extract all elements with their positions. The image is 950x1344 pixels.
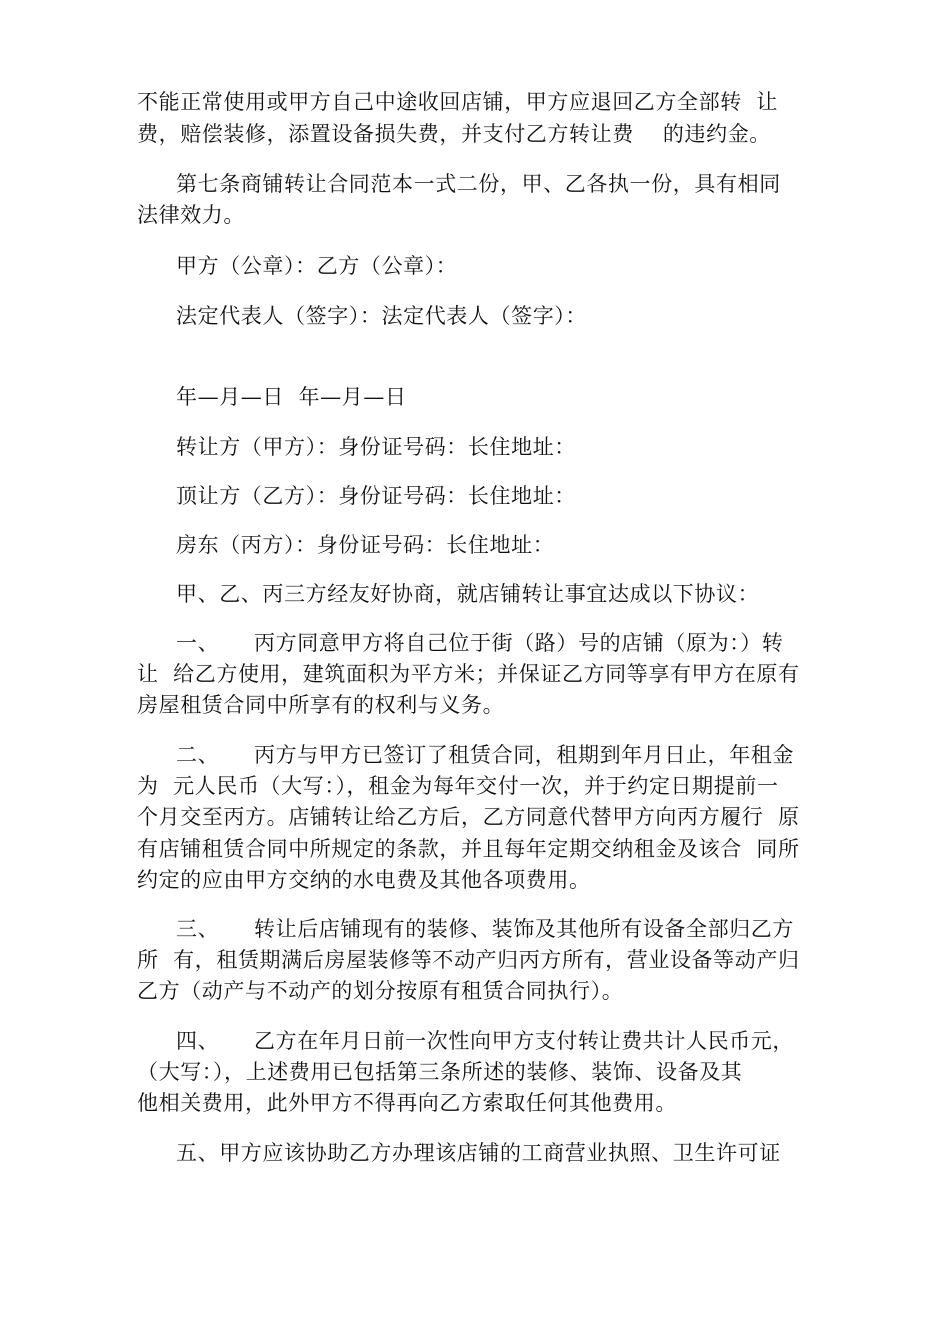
intro-line: 甲、乙、丙三方经友好协商，就店铺转让事宜达成以下协议： bbox=[176, 582, 760, 606]
text-line: 第七条商铺转让合同范本一式二份，甲、乙各执一份，具有相同 bbox=[176, 172, 781, 196]
text-line: 他相关费用，此外甲方不得再向乙方索取任何其他费用。 bbox=[137, 1091, 677, 1115]
text-line: 让 给乙方使用，建筑面积为平方米；并保证乙方同等享有甲方在原有 bbox=[137, 662, 800, 686]
text-line: 费，赔偿装修，添置设备损失费，并支付乙方转让费 的违约金。 bbox=[137, 122, 771, 146]
party-line: 房东（丙方）：身份证号码：长住地址： bbox=[176, 533, 555, 557]
signature-line: 甲方（公章）：乙方（公章）： bbox=[176, 254, 458, 278]
clause-number: 三、 bbox=[176, 917, 220, 941]
text-line: 有店铺租赁合同中所规定的条款，并且每年定期交纳租金及该合 同所 bbox=[137, 837, 800, 861]
clause-text: 乙方在年月日前一次性向甲方支付转让费共计人民币元， bbox=[254, 1029, 794, 1053]
clause-number: 二、 bbox=[176, 743, 220, 767]
text-line: 五、甲方应该协助乙方办理该店铺的工商营业执照、卫生许可证 bbox=[176, 1141, 781, 1165]
party-line: 顶让方（乙方）：身份证号码：长住地址： bbox=[176, 484, 576, 508]
clause-line bbox=[176, 741, 794, 769]
clause-text: 丙方同意甲方将自己位于街（路）号的店铺（原为：）转 bbox=[254, 631, 784, 655]
text-line: 个月交至丙方。店铺转让给乙方后，乙方同意代替甲方向丙方履行 原 bbox=[137, 805, 800, 829]
date-line: 年—月—日 年—月—日 bbox=[176, 385, 407, 409]
signature-line: 法定代表人（签字）：法定代表人（签字）： bbox=[176, 304, 587, 328]
text-line: 不能正常使用或甲方自己中途收回店铺，甲方应退回乙方全部转 让 bbox=[137, 90, 778, 114]
text-line: 为 元人民币（大写：），租金为每年交付一次，并于约定日期提前一 bbox=[137, 774, 779, 798]
text-line: 房屋租赁合同中所享有的权利与义务。 bbox=[137, 693, 505, 717]
clause-line bbox=[176, 629, 784, 657]
text-line: 法律效力。 bbox=[137, 203, 245, 227]
text-line: 所 有，租赁期满后房屋装修等不动产归丙方所有，营业设备等动产归 bbox=[137, 948, 800, 972]
clause-text: 转让后店铺现有的装修、装饰及其他所有设备全部归乙方 bbox=[254, 917, 794, 941]
party-line: 转让方（甲方）：身份证号码：长住地址： bbox=[176, 435, 576, 459]
text-line: 约定的应由甲方交纳的水电费及其他各项费用。 bbox=[137, 868, 591, 892]
text-line: （大写：），上述费用已包括第三条所述的装修、装饰、设备及其 bbox=[137, 1060, 743, 1084]
clause-number: 四、 bbox=[176, 1029, 220, 1053]
clause-number: 一、 bbox=[176, 631, 220, 655]
clause-line bbox=[176, 915, 794, 943]
text-line: 乙方（动产与不动产的划分按原有租赁合同执行）。 bbox=[137, 979, 624, 1003]
clause-text: 丙方与甲方已签订了租赁合同，租期到年月日止，年租金 bbox=[254, 743, 794, 767]
clause-line bbox=[176, 1027, 794, 1055]
